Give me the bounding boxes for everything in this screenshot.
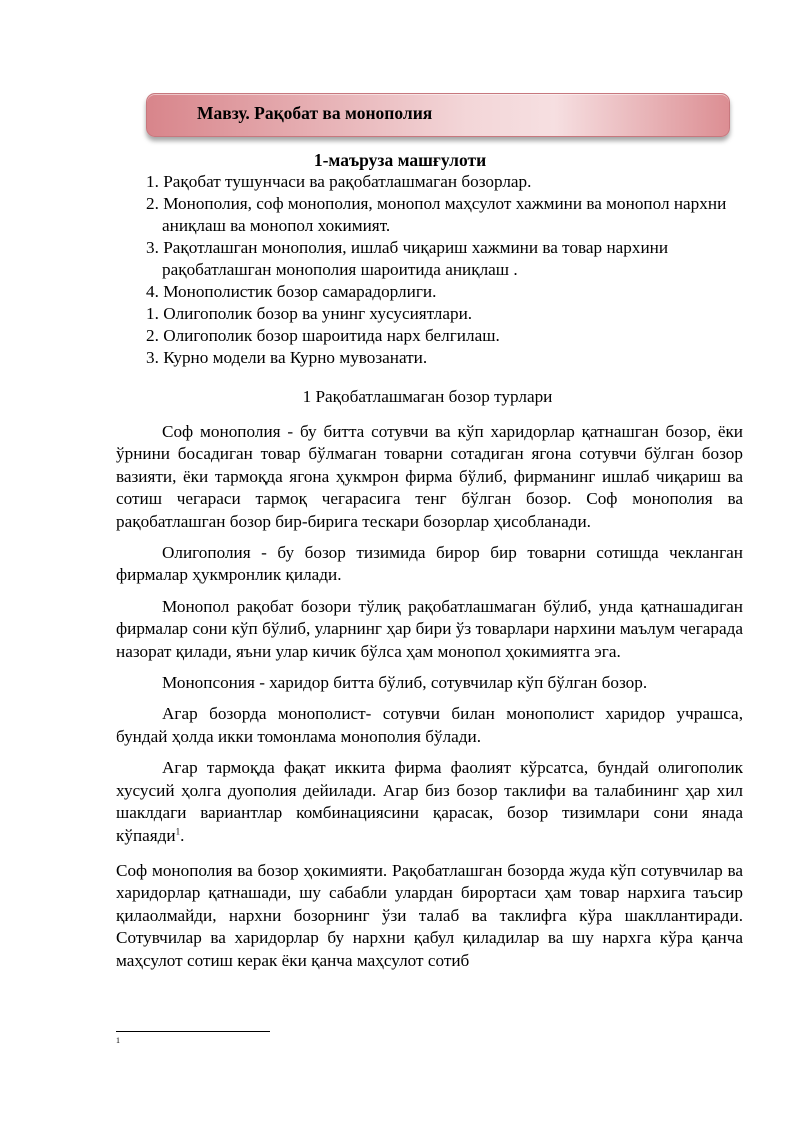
body-text <box>116 421 743 981</box>
plan-item: 1. Олигополик бозор ва унинг хусусиятлари. <box>146 304 473 323</box>
paragraph-oligopoly: Олигополия - бу бозор тизимида бирор бир товарни сотишда чекланган фирмалар ҳукмронлик қилади. <box>116 543 743 585</box>
plan-item: 3. Рақотлашган монополия, ишлаб чиқариш хажмини ва товар нархини рақобатлашган монополия шароитида аниқлаш . <box>146 238 669 279</box>
lecture-plan-list <box>146 171 746 369</box>
paragraph-duopoly <box>116 757 743 847</box>
plan-item: 4. Монополистик бозор самарадорлиги. <box>146 282 437 301</box>
paragraph-monopolistic-competition: Монопол рақобат бозори тўлиқ рақобатлашмаган бўлиб, унда қатнашадиган фирмалар сони кўп бўлиб, уларнинг ҳар бири ўз товарлари нархини маълум чегарада назорат қилади, яъни улар кичик бўлса ҳам монопол ҳокимиятга эга. <box>116 596 743 661</box>
footnote-reference[interactable]: 1 <box>175 825 181 836</box>
paragraph-bilateral-monopoly: Агар бозорда монополист- сотувчи билан монополист харидор учрашса, бундай ҳолда икки томонлама монополия бўлади. <box>116 704 743 746</box>
plan-item: 3. Курно модели ва Курно мувозанати. <box>146 348 428 367</box>
lecture-title: 1-маъруза машғулоти <box>313 150 487 170</box>
paragraph-monopsony: Монопсония - харидор битта бўлиб, сотувчилар кўп бўлган бозор. <box>162 673 648 693</box>
topic-title: Мавзу. Рақобат ва монополия <box>197 103 433 123</box>
plan-item: 2. Монополия, соф монополия, монопол маҳсулот хажмини ва монопол нархни аниқлаш ва монопол хокимият. <box>146 194 727 235</box>
topic-banner <box>146 93 730 137</box>
footnote-separator <box>116 1031 270 1032</box>
paragraph-pure-monopoly: Соф монополия - бу битта сотувчи ва кўп харидорлар қатнашган бозор, ёки ўрнини босадиган товар бўлмаган товарни сотадиган ягона сотувчи бўлган бозор вазияти, ёки тармоқда ягона ҳукмрон фирма бўлиб, фирманинг ишлаб чиқариш ва сотиш чегараси тармоқ чегарасига тенг бўлган бозор. Соф монополия ва рақобатлашган бозор бир-бирига тескари бозорлар ҳисобланади. <box>116 422 743 531</box>
plan-item: 2. Олигополик бозор шароитида нарх белгилаш. <box>146 326 500 345</box>
footnote-marker: 1 <box>116 1036 120 1045</box>
paragraph-duopoly-end: . <box>180 825 185 845</box>
paragraph-duopoly-text: Агар тармоқда фақат иккита фирма фаолият кўрсатса, бундай олигополик хусусий ҳолга дуополия дейилади. Агар биз бозор таклифи ва талабининг ҳар хил шаклдаги вариантлар комбинациясини қарасак, бозор тизимлари сони янада кўпаяди <box>116 758 743 845</box>
plan-item: 1. Рақобат тушунчаси ва рақобатлашмаган бозорлар. <box>146 172 532 191</box>
paragraph-market-power: Соф монополия ва бозор ҳокимияти. Рақобатлашган бозорда жуда кўп сотувчилар ва харидорлар қатнашади, шу сабабли улардан бирортаси ҳам товар нархига таъсир қилаолмайди, нархни бозорнинг ўзи талаб ва таклифга кўра шакллантиради. Сотувчилар ва харидорлар бу нархни қабул қиладилар ва шу нархга кўра қанча маҳсулот сотиш керак ёки қанча маҳсулот сотиб <box>116 860 743 970</box>
section-title: 1 Рақобатлашмаган бозор турлари <box>302 387 553 406</box>
